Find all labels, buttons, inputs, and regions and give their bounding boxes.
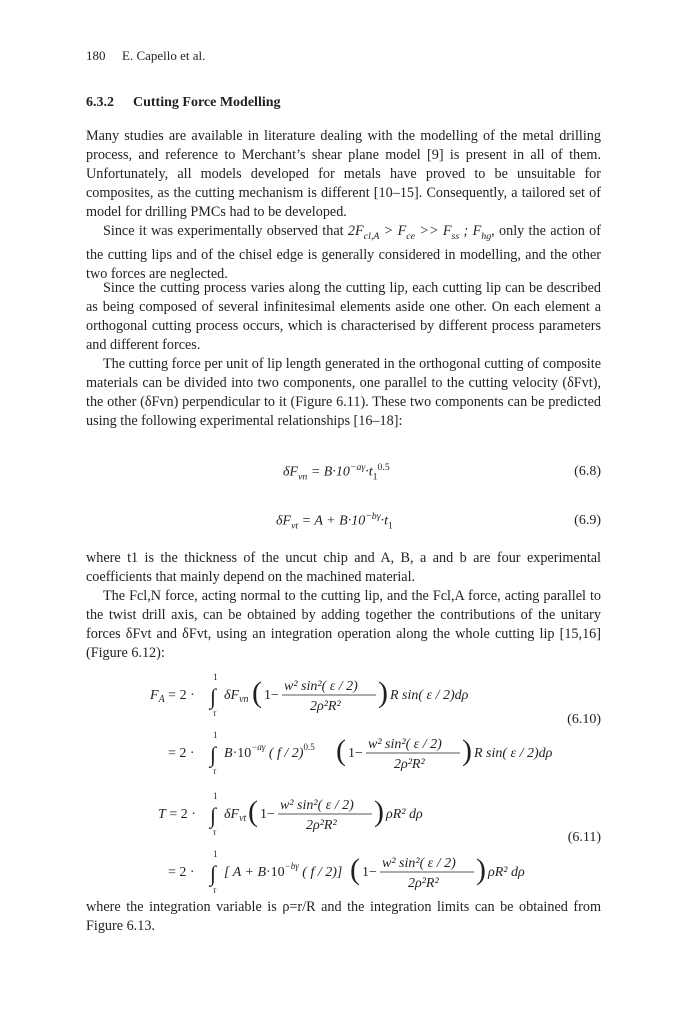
svg-text:): ) xyxy=(378,676,388,709)
svg-text:(: ( xyxy=(336,734,346,767)
svg-text:1: 1 xyxy=(213,672,218,682)
svg-text:δFvn: $\delta F_{vn}$ xyxy=(224,688,249,705)
svg-text:w² sin²( ε / 2): w² sin²( ε / 2) xyxy=(382,856,456,871)
svg-text:∫: ∫ xyxy=(210,684,217,709)
equation-6-10-number: (6.10) xyxy=(567,712,601,727)
paragraph-6-text: The Fcl,N force, acting normal to the cutting lip, and the Fcl,A force, acting parallel to the twist drill axis, can be obtained by adding together the contributions of the unitary forces δFvt and δFvt, using an integration operation along the whole cutting lip [15,16] (Figure 6.12): xyxy=(86,588,601,662)
svg-text:2ρ²R²: 2ρ²R² xyxy=(408,876,439,891)
svg-text:2ρ²R²: 2ρ²R² xyxy=(394,757,425,772)
svg-text:τ: τ xyxy=(213,766,217,776)
svg-text:∫: ∫ xyxy=(210,742,217,767)
running-authors: E. Capello et al. xyxy=(122,48,206,63)
paragraph-6 xyxy=(86,587,601,663)
section-heading xyxy=(86,95,281,111)
svg-text:2ρ²R²: 2ρ²R² xyxy=(306,818,337,833)
svg-text:R sin( ε / 2)dρ: R sin( ε / 2)dρ xyxy=(474,746,553,761)
running-header xyxy=(86,48,205,64)
svg-text:1−: 1− xyxy=(362,865,377,880)
paragraph-2-text-a: Since it was experimentally observed that xyxy=(103,223,344,239)
paragraph-4-text: The cutting force per unit of lip length generated in the orthogonal cutting of composite materials can be divided into two components, one parallel to the cutting velocity (δFvt), the other (δFvn) perpendicular to it (Figure 6.11). These two components can be predicted using the following experimental relationships [16–18]: xyxy=(86,356,601,430)
svg-text:FA = 2 ·: $F_A = 2$ · xyxy=(150,688,195,705)
section-title: Cutting Force Modelling xyxy=(133,95,281,110)
svg-text:= 2 ·: = 2 · xyxy=(168,746,195,761)
paragraph-1-text: Many studies are available in literature dealing with the modelling of the metal drilling process, and reference to Merchant’s shear plane model [9] is present in all of them. Unfortunately, all models developed for metals have proved to be unsuitable for composites, as the cutting mechanism is different [10–15]. Consequently, a tailored set of model for drilling PMCs had to be developed. xyxy=(86,128,601,221)
paragraph-7-text: where the integration variable is ρ=r/R and the integration limits can be obtained from Figure 6.13. xyxy=(86,899,601,935)
svg-text:1−: 1− xyxy=(264,688,279,703)
svg-text:1: 1 xyxy=(213,791,218,801)
svg-text:ρR² dρ: ρR² dρ xyxy=(488,865,525,880)
paragraph-3 xyxy=(86,279,601,355)
equation-6-11-number: (6.11) xyxy=(567,830,601,845)
equation-6-8-number: (6.8) xyxy=(574,464,601,479)
equation-6-10 xyxy=(140,666,560,781)
paragraph-1 xyxy=(86,127,601,222)
paragraph-3-text: Since the cutting process varies along the cutting lip, each cutting lip can be described as being composed of several infinitesimal elements aside one other. On each element a orthogonal cutting process occurs, which is characterised by different process parameters and different forces. xyxy=(86,280,601,354)
svg-text:): ) xyxy=(476,853,486,886)
svg-text:∫: ∫ xyxy=(210,803,217,828)
svg-text:B·10−aγ ( f / 2)0.5: $B\cdot 10^{-a\gamma}$ ( f / 2)$^{0.5}$ xyxy=(224,742,315,761)
svg-text:τ: τ xyxy=(213,827,217,837)
svg-text:w² sin²( ε / 2): w² sin²( ε / 2) xyxy=(280,798,354,813)
svg-text:2ρ²R²: 2ρ²R² xyxy=(310,699,341,714)
svg-text:τ: τ xyxy=(213,708,217,718)
equation-6-9-number: (6.9) xyxy=(574,513,601,528)
svg-text:w² sin²( ε / 2): w² sin²( ε / 2) xyxy=(368,737,442,752)
paragraph-4 xyxy=(86,355,601,431)
paragraph-7 xyxy=(86,898,601,936)
equation-6-9: $\delta F_{vt} = A + B\cdot 10^{-b\gamma}\cdot t_1$ xyxy=(276,511,393,532)
svg-text:τ: τ xyxy=(213,885,217,895)
svg-text:1−: 1− xyxy=(260,807,275,822)
svg-text:T = 2 ·: T = 2 · xyxy=(158,807,196,822)
svg-text:w² sin²( ε / 2): w² sin²( ε / 2) xyxy=(284,679,358,694)
equation-6-11 xyxy=(140,785,560,900)
svg-text:1−: 1− xyxy=(348,746,363,761)
equation-6-8: $\delta F_{vn} = B\cdot 10^{-a\gamma}\cdot t_1^{0.5}$ xyxy=(283,462,390,483)
svg-text:(: ( xyxy=(252,676,262,709)
svg-text:∫: ∫ xyxy=(210,861,217,886)
svg-text:= 2 ·: = 2 · xyxy=(168,865,195,880)
svg-text:1: 1 xyxy=(213,849,218,859)
svg-text:δFvt: $\delta F_{vt}$ xyxy=(224,807,247,824)
svg-text:1: 1 xyxy=(213,730,218,740)
paragraph-5 xyxy=(86,549,601,587)
svg-text:(: ( xyxy=(248,795,258,828)
svg-text:(: ( xyxy=(350,853,360,886)
paragraph-2-text-b: , only the action of the cutting lips and of the chisel edge is generally considered in modelling, and the other two forces are neglected. xyxy=(86,223,601,283)
svg-text:): ) xyxy=(462,734,472,767)
svg-text:[ A + B·10−bγ ( f / 2)]: [ $A + B\cdot 10^{-b\gamma}$ ( f / 2)] xyxy=(224,861,343,880)
force-inequality: $2F_{cl,A} > F_{ce} >> F_{ss}$ ; $F_{hg}$ xyxy=(347,223,492,242)
paragraph-2 xyxy=(86,222,601,284)
section-number: 6.3.2 xyxy=(86,95,114,110)
page-number: 180 xyxy=(86,48,106,63)
svg-text:ρR² dρ: ρR² dρ xyxy=(386,807,423,822)
paragraph-5-text: where t1 is the thickness of the uncut chip and A, B, a and b are four experimental coefficients that mainly depend on the machined material. xyxy=(86,550,601,586)
svg-text:R sin( ε / 2)dρ: R sin( ε / 2)dρ xyxy=(390,688,469,703)
svg-text:): ) xyxy=(374,795,384,828)
